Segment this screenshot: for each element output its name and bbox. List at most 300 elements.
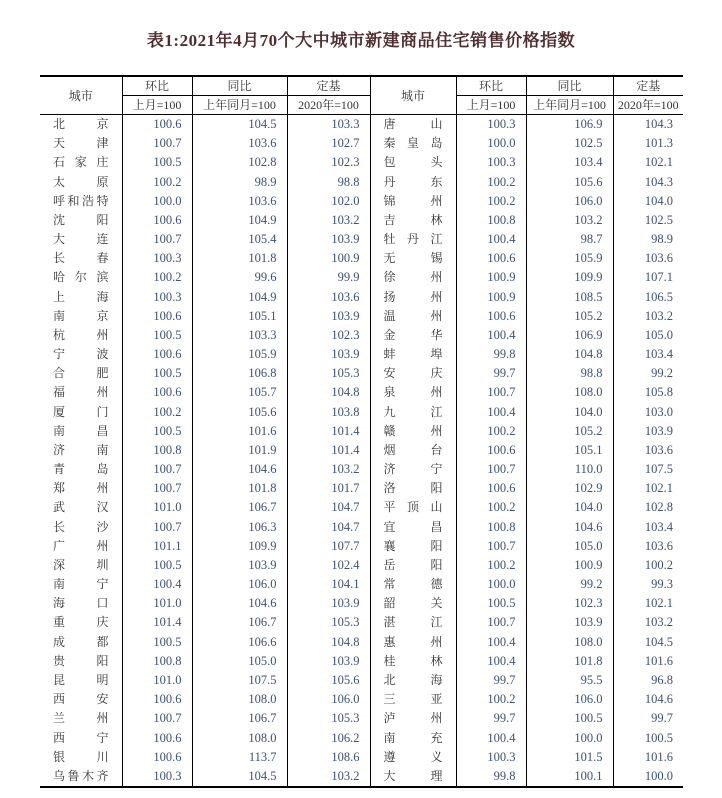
city-name-cell: 长春 (53, 251, 109, 266)
mom-value-cell: 100.7 (456, 613, 526, 632)
mom-value-cell: 101.0 (122, 594, 192, 613)
yoy-value-cell: 106.7 (192, 498, 287, 517)
city-name-cell: 洛阳 (370, 479, 456, 498)
base-value-cell: 98.8 (287, 173, 370, 192)
yoy-value-cell: 100.5 (526, 709, 613, 728)
base-value-cell: 101.3 (613, 134, 683, 153)
yoy-value-cell: 100.9 (526, 556, 613, 575)
city-name-cell: 福州 (53, 385, 109, 400)
base-value-cell: 106.2 (287, 729, 370, 748)
yoy-value-cell: 105.9 (526, 249, 613, 268)
mom-value-cell: 100.5 (122, 364, 192, 383)
yoy-value-cell: 105.0 (192, 652, 287, 671)
mom-value-cell: 100.9 (456, 288, 526, 307)
base-value-cell: 103.9 (287, 307, 370, 326)
base-value-cell: 102.1 (613, 479, 683, 498)
header-city-right: 城市 (370, 76, 456, 115)
header-yoy-left: 同比 (192, 76, 287, 96)
table-row (40, 594, 683, 613)
city-name-cell: 郑州 (53, 481, 109, 496)
yoy-value-cell: 106.9 (526, 326, 613, 345)
mom-value-cell: 100.4 (456, 403, 526, 422)
table-row (40, 537, 683, 556)
city-name-cell: 南宁 (53, 577, 109, 592)
base-value-cell: 107.5 (613, 460, 683, 479)
table-row (40, 556, 683, 575)
city-name-cell: 青岛 (53, 462, 109, 477)
city-name-cell: 烟台 (370, 441, 456, 460)
mom-value-cell: 100.3 (456, 153, 526, 172)
city-name-cell: 泉州 (370, 383, 456, 402)
city-name-cell: 湛江 (370, 613, 456, 632)
city-name-cell: 岳阳 (370, 556, 456, 575)
base-value-cell: 103.6 (613, 537, 683, 556)
table-row (40, 613, 683, 632)
base-value-cell: 105.3 (287, 364, 370, 383)
mom-value-cell: 100.8 (122, 441, 192, 460)
yoy-value-cell: 102.9 (526, 479, 613, 498)
mom-value-cell: 100.6 (122, 211, 192, 230)
yoy-value-cell: 105.1 (192, 307, 287, 326)
base-value-cell: 103.2 (613, 613, 683, 632)
table-row (40, 307, 683, 326)
table-title: 表1:2021年4月70个大中城市新建商品住宅销售价格指数 (146, 31, 576, 50)
base-value-cell: 98.9 (613, 230, 683, 249)
base-value-cell: 104.5 (613, 633, 683, 652)
city-name-cell: 徐州 (370, 268, 456, 287)
mom-value-cell: 100.7 (456, 383, 526, 402)
table-row (40, 403, 683, 422)
base-value-cell: 103.9 (287, 652, 370, 671)
mom-value-cell: 100.8 (122, 652, 192, 671)
table-row (40, 211, 683, 230)
city-name-cell: 常德 (370, 575, 456, 594)
city-name-cell: 平顶山 (370, 498, 456, 517)
yoy-value-cell: 106.9 (526, 115, 613, 135)
yoy-value-cell: 103.6 (192, 192, 287, 211)
city-name-cell: 南京 (53, 308, 109, 323)
city-name-cell: 武汉 (53, 500, 109, 515)
yoy-value-cell: 98.8 (526, 364, 613, 383)
table-row (40, 249, 683, 268)
yoy-value-cell: 113.7 (192, 748, 287, 767)
header-base-sub-right: 2020年=100 (613, 96, 683, 115)
base-value-cell: 102.3 (287, 153, 370, 172)
base-value-cell: 101.4 (287, 422, 370, 441)
header-row-sub (40, 96, 683, 115)
base-value-cell: 102.5 (613, 211, 683, 230)
base-value-cell: 108.6 (287, 748, 370, 767)
yoy-value-cell: 103.2 (526, 211, 613, 230)
mom-value-cell: 99.8 (456, 767, 526, 787)
yoy-value-cell: 99.6 (192, 268, 287, 287)
city-name-cell: 贵阳 (53, 653, 109, 668)
city-name-cell: 吉林 (370, 211, 456, 230)
mom-value-cell: 100.4 (122, 575, 192, 594)
yoy-value-cell: 104.5 (192, 767, 287, 787)
mom-value-cell: 100.6 (456, 249, 526, 268)
city-name-cell: 哈尔滨 (53, 270, 109, 285)
header-mom-sub-left: 上月=100 (122, 96, 192, 115)
base-value-cell: 102.8 (613, 498, 683, 517)
city-name-cell: 惠州 (370, 633, 456, 652)
city-name-cell: 银川 (53, 749, 109, 764)
city-name-cell: 南昌 (53, 423, 109, 438)
base-value-cell: 103.8 (287, 403, 370, 422)
table-row (40, 153, 683, 172)
city-name-cell: 昆明 (53, 672, 109, 687)
city-name-cell: 宁波 (53, 347, 109, 362)
base-value-cell: 105.0 (613, 326, 683, 345)
table-row (40, 690, 683, 709)
mom-value-cell: 100.8 (456, 518, 526, 537)
mom-value-cell: 100.6 (122, 383, 192, 402)
base-value-cell: 103.9 (287, 594, 370, 613)
yoy-value-cell: 100.1 (526, 767, 613, 787)
base-value-cell: 104.3 (613, 173, 683, 192)
city-name-cell: 济南 (53, 442, 109, 457)
base-value-cell: 104.6 (613, 690, 683, 709)
city-name-cell: 济宁 (370, 460, 456, 479)
table-row (40, 268, 683, 287)
city-name-cell: 大理 (370, 767, 456, 787)
base-value-cell: 102.3 (287, 326, 370, 345)
base-value-cell: 104.3 (613, 115, 683, 135)
mom-value-cell: 100.3 (122, 249, 192, 268)
mom-value-cell: 100.0 (122, 192, 192, 211)
yoy-value-cell: 108.5 (526, 288, 613, 307)
base-value-cell: 96.8 (613, 671, 683, 690)
mom-value-cell: 100.5 (122, 556, 192, 575)
yoy-value-cell: 105.2 (526, 422, 613, 441)
city-name-cell: 厦门 (53, 404, 109, 419)
base-value-cell: 103.2 (287, 460, 370, 479)
city-name-cell: 广州 (53, 538, 109, 553)
base-value-cell: 103.9 (613, 422, 683, 441)
yoy-value-cell: 101.8 (192, 479, 287, 498)
yoy-value-cell: 98.9 (192, 173, 287, 192)
city-name-cell: 北海 (370, 671, 456, 690)
base-value-cell: 106.5 (613, 288, 683, 307)
mom-value-cell: 100.2 (456, 192, 526, 211)
yoy-value-cell: 104.9 (192, 211, 287, 230)
mom-value-cell: 100.3 (122, 288, 192, 307)
city-name-cell: 呼和浩特 (53, 193, 109, 208)
mom-value-cell: 100.9 (456, 268, 526, 287)
table-row (40, 671, 683, 690)
table-row (40, 460, 683, 479)
base-value-cell: 99.7 (613, 709, 683, 728)
base-value-cell: 102.0 (287, 192, 370, 211)
table-row (40, 652, 683, 671)
base-value-cell: 103.6 (613, 441, 683, 460)
yoy-value-cell: 104.6 (192, 594, 287, 613)
mom-value-cell: 100.6 (456, 441, 526, 460)
yoy-value-cell: 104.5 (192, 115, 287, 135)
yoy-value-cell: 104.0 (526, 498, 613, 517)
yoy-value-cell: 101.8 (192, 249, 287, 268)
base-value-cell: 100.9 (287, 249, 370, 268)
city-name-cell: 石家庄 (53, 155, 109, 170)
yoy-value-cell: 104.6 (192, 460, 287, 479)
table-row (40, 441, 683, 460)
table-row (40, 709, 683, 728)
yoy-value-cell: 108.0 (526, 383, 613, 402)
mom-value-cell: 100.3 (456, 115, 526, 135)
mom-value-cell: 99.7 (456, 671, 526, 690)
mom-value-cell: 100.3 (456, 748, 526, 767)
base-value-cell: 101.6 (613, 748, 683, 767)
yoy-value-cell: 106.7 (192, 613, 287, 632)
base-value-cell: 103.9 (287, 345, 370, 364)
city-name-cell: 丹东 (370, 173, 456, 192)
city-name-cell: 韶关 (370, 594, 456, 613)
base-value-cell: 103.6 (287, 288, 370, 307)
yoy-value-cell: 104.6 (526, 518, 613, 537)
base-value-cell: 99.3 (613, 575, 683, 594)
mom-value-cell: 100.5 (122, 326, 192, 345)
yoy-value-cell: 105.4 (192, 230, 287, 249)
mom-value-cell: 100.7 (456, 537, 526, 556)
mom-value-cell: 99.8 (456, 345, 526, 364)
city-name-cell: 锦州 (370, 192, 456, 211)
city-name-cell: 上海 (53, 289, 109, 304)
table-row (40, 345, 683, 364)
yoy-value-cell: 108.0 (526, 633, 613, 652)
table-row (40, 575, 683, 594)
table-row (40, 230, 683, 249)
mom-value-cell: 100.7 (122, 709, 192, 728)
mom-value-cell: 100.2 (456, 173, 526, 192)
base-value-cell: 102.7 (287, 134, 370, 153)
price-index-table (40, 75, 683, 788)
city-name-cell: 唐山 (370, 115, 456, 135)
yoy-value-cell: 107.5 (192, 671, 287, 690)
base-value-cell: 104.7 (287, 518, 370, 537)
city-name-cell: 蚌埠 (370, 345, 456, 364)
mom-value-cell: 101.0 (122, 498, 192, 517)
city-name-cell: 包头 (370, 153, 456, 172)
base-value-cell: 100.5 (613, 729, 683, 748)
table-row (40, 134, 683, 153)
mom-value-cell: 100.6 (122, 115, 192, 135)
yoy-value-cell: 109.9 (192, 537, 287, 556)
table-row (40, 422, 683, 441)
mom-value-cell: 100.7 (456, 460, 526, 479)
base-value-cell: 105.3 (287, 709, 370, 728)
yoy-value-cell: 104.8 (526, 345, 613, 364)
mom-value-cell: 100.2 (456, 422, 526, 441)
yoy-value-cell: 103.9 (192, 556, 287, 575)
mom-value-cell: 100.5 (122, 153, 192, 172)
mom-value-cell: 100.7 (122, 460, 192, 479)
yoy-value-cell: 105.7 (192, 383, 287, 402)
header-mom-left: 环比 (122, 76, 192, 96)
city-name-cell: 三亚 (370, 690, 456, 709)
base-value-cell: 102.1 (613, 594, 683, 613)
city-name-cell: 长沙 (53, 519, 109, 534)
yoy-value-cell: 105.1 (526, 441, 613, 460)
city-name-cell: 深圳 (53, 557, 109, 572)
base-value-cell: 103.4 (613, 345, 683, 364)
mom-value-cell: 100.0 (456, 575, 526, 594)
mom-value-cell: 100.4 (456, 729, 526, 748)
yoy-value-cell: 102.3 (526, 594, 613, 613)
yoy-value-cell: 106.0 (526, 690, 613, 709)
base-value-cell: 103.9 (287, 230, 370, 249)
base-value-cell: 101.7 (287, 479, 370, 498)
yoy-value-cell: 106.0 (526, 192, 613, 211)
yoy-value-cell: 101.8 (526, 652, 613, 671)
base-value-cell: 103.2 (287, 211, 370, 230)
city-name-cell: 北京 (53, 117, 109, 131)
table-row (40, 173, 683, 192)
mom-value-cell: 100.6 (122, 729, 192, 748)
yoy-value-cell: 103.9 (526, 613, 613, 632)
header-base-right: 定基 (613, 76, 683, 96)
table-row (40, 518, 683, 537)
mom-value-cell: 101.0 (122, 671, 192, 690)
yoy-value-cell: 110.0 (526, 460, 613, 479)
base-value-cell: 100.2 (613, 556, 683, 575)
yoy-value-cell: 105.0 (526, 537, 613, 556)
mom-value-cell: 100.0 (456, 134, 526, 153)
table-row (40, 479, 683, 498)
mom-value-cell: 100.4 (456, 326, 526, 345)
yoy-value-cell: 106.8 (192, 364, 287, 383)
table-row (40, 192, 683, 211)
base-value-cell: 104.7 (287, 498, 370, 517)
yoy-value-cell: 106.3 (192, 518, 287, 537)
base-value-cell: 103.2 (613, 307, 683, 326)
yoy-value-cell: 105.6 (526, 173, 613, 192)
city-name-cell: 大连 (53, 232, 109, 247)
city-name-cell: 西安 (53, 692, 109, 707)
yoy-value-cell: 106.7 (192, 709, 287, 728)
mom-value-cell: 101.1 (122, 537, 192, 556)
base-value-cell: 105.3 (287, 613, 370, 632)
yoy-value-cell: 105.9 (192, 345, 287, 364)
city-name-cell: 海口 (53, 596, 109, 611)
city-name-cell: 牡丹江 (370, 230, 456, 249)
city-name-cell: 遵义 (370, 748, 456, 767)
mom-value-cell: 100.6 (122, 345, 192, 364)
city-name-cell: 沈阳 (53, 212, 109, 227)
city-name-cell: 泸州 (370, 709, 456, 728)
city-name-cell: 温州 (370, 307, 456, 326)
yoy-value-cell: 101.9 (192, 441, 287, 460)
base-value-cell: 102.4 (287, 556, 370, 575)
table-row (40, 364, 683, 383)
base-value-cell: 103.4 (613, 518, 683, 537)
mom-value-cell: 100.6 (122, 690, 192, 709)
yoy-value-cell: 104.9 (192, 288, 287, 307)
city-name-cell: 九江 (370, 403, 456, 422)
mom-value-cell: 100.6 (122, 307, 192, 326)
city-name-cell: 太原 (53, 174, 109, 189)
city-name-cell: 重庆 (53, 615, 109, 630)
city-name-cell: 西宁 (53, 730, 109, 745)
header-base-left: 定基 (287, 76, 370, 96)
mom-value-cell: 100.3 (122, 767, 192, 787)
mom-value-cell: 101.4 (122, 613, 192, 632)
table-row (40, 498, 683, 517)
mom-value-cell: 100.2 (456, 556, 526, 575)
city-name-cell: 秦皇岛 (370, 134, 456, 153)
mom-value-cell: 99.7 (456, 364, 526, 383)
base-value-cell: 107.7 (287, 537, 370, 556)
mom-value-cell: 100.2 (122, 173, 192, 192)
city-name-cell: 赣州 (370, 422, 456, 441)
yoy-value-cell: 106.6 (192, 633, 287, 652)
header-yoy-sub-right: 上年同月=100 (526, 96, 613, 115)
city-name-cell: 合肥 (53, 366, 109, 381)
mom-value-cell: 100.7 (122, 134, 192, 153)
mom-value-cell: 100.2 (122, 268, 192, 287)
header-row-main (40, 76, 683, 96)
city-name-cell: 成都 (53, 634, 109, 649)
city-name-cell: 安庆 (370, 364, 456, 383)
mom-value-cell: 100.6 (456, 479, 526, 498)
yoy-value-cell: 101.6 (192, 422, 287, 441)
table-row (40, 383, 683, 402)
table-row (40, 729, 683, 748)
table-header (40, 76, 683, 115)
mom-value-cell: 100.7 (122, 479, 192, 498)
mom-value-cell: 100.2 (456, 498, 526, 517)
city-name-cell: 无锡 (370, 249, 456, 268)
city-name-cell: 杭州 (53, 327, 109, 342)
base-value-cell: 100.0 (613, 767, 683, 787)
city-name-cell: 宜昌 (370, 518, 456, 537)
yoy-value-cell: 99.2 (526, 575, 613, 594)
base-value-cell: 103.2 (287, 767, 370, 787)
yoy-value-cell: 109.9 (526, 268, 613, 287)
mom-value-cell: 100.2 (456, 690, 526, 709)
base-value-cell: 105.8 (613, 383, 683, 402)
base-value-cell: 104.8 (287, 633, 370, 652)
yoy-value-cell: 103.3 (192, 326, 287, 345)
yoy-value-cell: 103.4 (526, 153, 613, 172)
mom-value-cell: 100.6 (122, 748, 192, 767)
mom-value-cell: 100.4 (456, 230, 526, 249)
yoy-value-cell: 108.0 (192, 729, 287, 748)
header-yoy-sub-left: 上年同月=100 (192, 96, 287, 115)
yoy-value-cell: 106.0 (192, 575, 287, 594)
base-value-cell: 106.0 (287, 690, 370, 709)
base-value-cell: 99.2 (613, 364, 683, 383)
header-base-sub-left: 2020年=100 (287, 96, 370, 115)
base-value-cell: 99.9 (287, 268, 370, 287)
base-value-cell: 105.6 (287, 671, 370, 690)
mom-value-cell: 100.5 (456, 594, 526, 613)
yoy-value-cell: 104.0 (526, 403, 613, 422)
base-value-cell: 101.6 (613, 652, 683, 671)
yoy-value-cell: 95.5 (526, 671, 613, 690)
city-name-cell: 桂林 (370, 652, 456, 671)
mom-value-cell: 100.4 (456, 652, 526, 671)
mom-value-cell: 100.5 (122, 422, 192, 441)
base-value-cell: 107.1 (613, 268, 683, 287)
base-value-cell: 103.3 (287, 115, 370, 135)
mom-value-cell: 100.6 (456, 307, 526, 326)
header-mom-sub-right: 上月=100 (456, 96, 526, 115)
city-name-cell: 金华 (370, 326, 456, 345)
yoy-value-cell: 102.8 (192, 153, 287, 172)
yoy-value-cell: 102.5 (526, 134, 613, 153)
mom-value-cell: 100.2 (122, 403, 192, 422)
yoy-value-cell: 103.6 (192, 134, 287, 153)
